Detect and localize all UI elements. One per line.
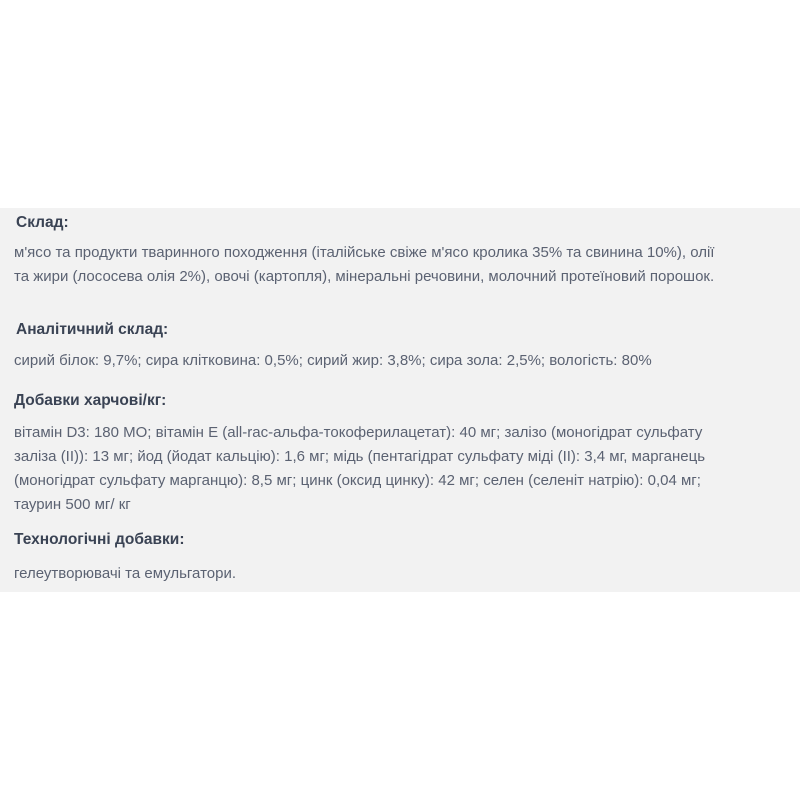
additives-line: (моногідрат сульфату марганцю): 8,5 мг; цинк (оксид цинку): 42 мг; селен (селеніт натрію): 0,04 мг; (14, 472, 701, 489)
composition-line: та жири (лососева олія 2%), овочі (картопля), мінеральні речовини, молочний протеїновий порошок. (14, 268, 715, 285)
technological-line: гелеутворювачі та емульгатори. (14, 565, 237, 582)
technological-additives-text (14, 562, 236, 586)
analytical-composition-text (14, 349, 652, 373)
analytical-line: сирий білок: 9,7%; сира клітковина: 0,5%; сирий жир: 3,8%; сира зола: 2,5%; вологість: 80% (14, 352, 652, 369)
analytical-composition-heading: Аналітичний склад: (16, 321, 169, 338)
composition-text (14, 241, 714, 289)
composition-panel (0, 208, 800, 592)
composition-line: м'ясо та продукти тваринного походження (італійське свіже м'ясо кролика 35% та свинина 10%), олії (14, 244, 715, 261)
composition-heading: Склад: (16, 214, 69, 231)
technological-additives-heading: Технологічні добавки: (14, 531, 185, 548)
nutritional-additives-heading: Добавки харчові/кг: (14, 392, 167, 409)
additives-line: вітамін D3: 180 МО; вітамін Е (all-rac-альфа-токоферилацетат): 40 мг; залізо (моногідрат сульфату (14, 424, 703, 441)
nutritional-additives-text (14, 421, 705, 517)
additives-line: таурин 500 мг/ кг (14, 496, 131, 513)
additives-line: заліза (II)): 13 мг; йод (йодат кальцію): 1,6 мг; мідь (пентагідрат сульфату міді (II): 3,4 мг, марганець (14, 448, 706, 465)
